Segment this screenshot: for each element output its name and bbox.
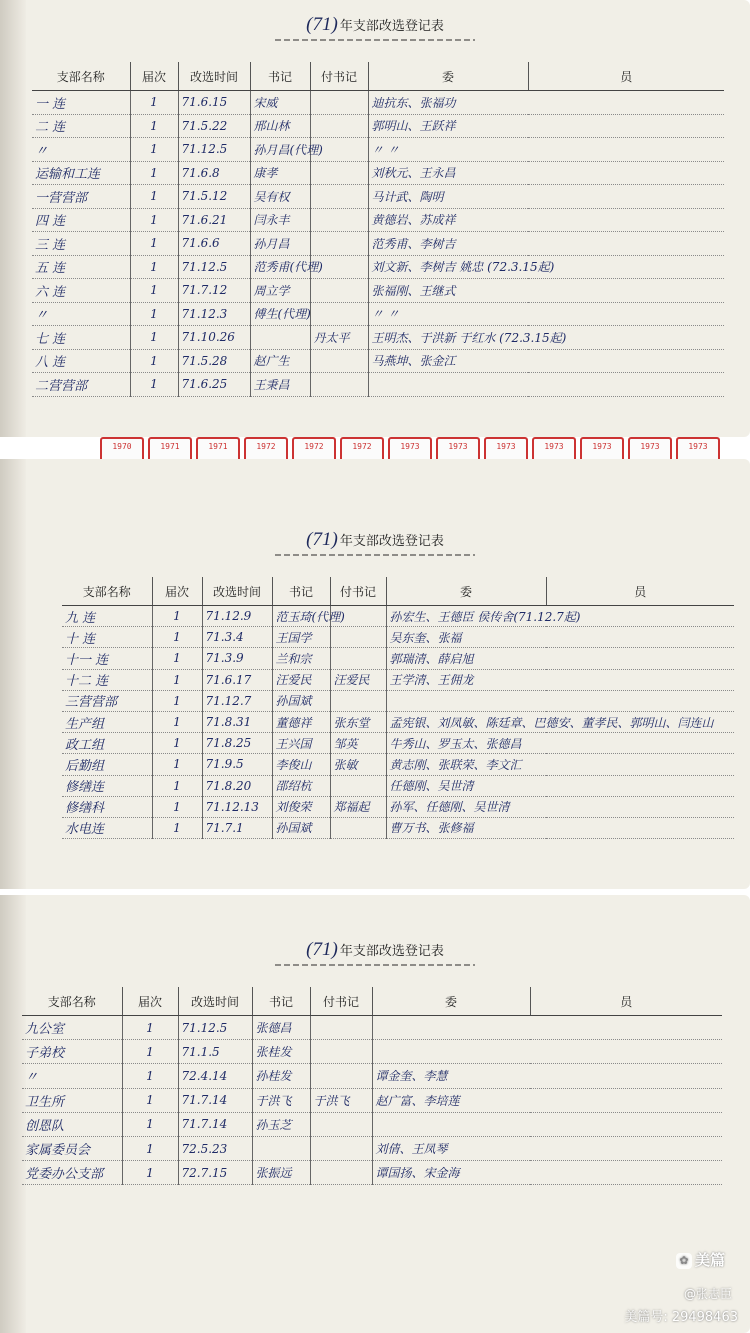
col-election-date: 改选时间 — [178, 987, 252, 1016]
register-photo-1 — [0, 0, 750, 437]
secretary-cell: 邢山林 — [250, 114, 310, 138]
folder-tab: 1972 — [292, 437, 336, 459]
term-cell: 1 — [152, 817, 202, 838]
secretary-cell: 王国学 — [272, 627, 330, 648]
register-photo-3 — [0, 895, 750, 1333]
folder-tab: 1972 — [340, 437, 384, 459]
table-row — [32, 91, 724, 115]
table-row — [62, 606, 734, 627]
election-date-cell: 71.3.4 — [202, 627, 272, 648]
term-cell: 1 — [122, 1040, 178, 1064]
col-secretary: 书记 — [272, 577, 330, 606]
secretary-cell: 汪爱民 — [272, 669, 330, 690]
election-date-cell: 71.5.28 — [178, 349, 250, 373]
secretary-cell: 邵绍杭 — [272, 775, 330, 796]
branch-name-cell: 三 连 — [32, 232, 130, 256]
election-date-cell: 71.7.1 — [202, 817, 272, 838]
col-branch-name: 支部名称 — [32, 62, 130, 91]
committee-members-cell — [368, 373, 724, 397]
secretary-cell: 周立学 — [250, 279, 310, 303]
col-committee-2: 员 — [546, 577, 734, 606]
header-row — [32, 62, 724, 91]
committee-members-cell: 刘秋元、王永昌 — [368, 161, 724, 185]
committee-members-cell: 孙军、任德刚、吴世清 — [386, 796, 734, 817]
branch-name-cell: 五 连 — [32, 255, 130, 279]
term-cell: 1 — [130, 373, 178, 397]
table-row — [32, 185, 724, 209]
branch-name-cell: 〃 — [22, 1064, 122, 1088]
secretary-cell: 宋威 — [250, 91, 310, 115]
committee-members-cell: 黄德岩、苏成祥 — [368, 208, 724, 232]
deputy-secretary-cell — [310, 232, 368, 256]
secretary-cell: 康孝 — [250, 161, 310, 185]
election-date-cell: 72.7.15 — [178, 1161, 252, 1185]
deputy-secretary-cell — [330, 627, 386, 648]
table-row — [32, 349, 724, 373]
committee-members-cell: 孙宏生、王德臣 侯传舍(71.12.7起) — [386, 606, 734, 627]
secretary-cell: 赵广生 — [250, 349, 310, 373]
col-term: 届次 — [130, 62, 178, 91]
col-committee-1: 委 — [368, 62, 528, 91]
term-cell: 1 — [152, 669, 202, 690]
branch-name-cell: 子弟校 — [22, 1040, 122, 1064]
committee-members-cell: 黄志刚、张联荣、李文汇 — [386, 754, 734, 775]
election-date-cell: 71.6.6 — [178, 232, 250, 256]
branch-name-cell: 卫生所 — [22, 1088, 122, 1112]
election-date-cell: 71.12.5 — [178, 1016, 252, 1040]
meipian-logo-icon: ✿ — [676, 1253, 692, 1269]
deputy-secretary-cell — [310, 91, 368, 115]
secretary-cell: 兰和宗 — [272, 648, 330, 669]
deputy-secretary-cell: 张东堂 — [330, 711, 386, 732]
committee-members-cell: 范秀甫、李树吉 — [368, 232, 724, 256]
committee-members-cell: 刘文新、李树吉 姚忠 (72.3.15起) — [368, 255, 724, 279]
election-date-cell: 71.7.14 — [178, 1112, 252, 1136]
branch-name-cell: 创恩队 — [22, 1112, 122, 1136]
register-table — [62, 577, 734, 839]
sheet-title: (71) 年支部改选登记表 — [0, 14, 750, 41]
author-watermark: @张志臣 — [683, 1287, 732, 1301]
committee-members-cell: 刘倩、王凤琴 — [372, 1136, 722, 1160]
deputy-secretary-cell: 邹英 — [330, 733, 386, 754]
branch-name-cell: 〃 — [32, 138, 130, 162]
committee-members-cell — [386, 690, 734, 711]
election-date-cell: 71.12.13 — [202, 796, 272, 817]
folder-tab: 1973 — [436, 437, 480, 459]
committee-members-cell: 王学清、王佣龙 — [386, 669, 734, 690]
election-date-cell: 71.5.22 — [178, 114, 250, 138]
committee-members-cell: 王明杰、于洪新 于红水 (72.3.15起) — [368, 326, 724, 350]
register-photo-2 — [0, 459, 750, 889]
term-cell: 1 — [152, 775, 202, 796]
committee-members-cell: 谭国扬、宋金海 — [372, 1161, 722, 1185]
header-row — [22, 987, 722, 1016]
election-date-cell: 72.4.14 — [178, 1064, 252, 1088]
election-date-cell: 71.6.8 — [178, 161, 250, 185]
committee-members-cell: 曹万书、张修福 — [386, 817, 734, 838]
secretary-cell: 范玉琦(代理) — [272, 606, 330, 627]
branch-name-cell: 一营营部 — [32, 185, 130, 209]
secretary-cell: 范秀甫(代理) — [250, 255, 310, 279]
col-branch-name: 支部名称 — [22, 987, 122, 1016]
table-row — [62, 669, 734, 690]
committee-members-cell: 马燕坤、张金江 — [368, 349, 724, 373]
table-row — [22, 1136, 722, 1160]
term-cell: 1 — [130, 232, 178, 256]
election-date-cell: 71.8.31 — [202, 711, 272, 732]
branch-name-cell: 二营营部 — [32, 373, 130, 397]
term-cell: 1 — [130, 138, 178, 162]
table-row — [62, 627, 734, 648]
folder-tab: 1973 — [532, 437, 576, 459]
deputy-secretary-cell — [310, 1040, 372, 1064]
term-cell: 1 — [152, 690, 202, 711]
election-date-cell: 71.8.25 — [202, 733, 272, 754]
col-committee-1: 委 — [386, 577, 546, 606]
table-row — [32, 302, 724, 326]
col-branch-name: 支部名称 — [62, 577, 152, 606]
secretary-cell: 孙月昌 — [250, 232, 310, 256]
committee-members-cell: 马计武、陶明 — [368, 185, 724, 209]
col-deputy-secretary: 付书记 — [310, 987, 372, 1016]
table-row — [62, 690, 734, 711]
table-row — [22, 1112, 722, 1136]
branch-name-cell: 八 连 — [32, 349, 130, 373]
committee-members-cell — [372, 1112, 722, 1136]
table-row — [62, 796, 734, 817]
committee-members-cell: 谭金奎、李慧 — [372, 1064, 722, 1088]
deputy-secretary-cell — [330, 648, 386, 669]
term-cell: 1 — [122, 1064, 178, 1088]
term-cell: 1 — [122, 1016, 178, 1040]
table-row — [32, 373, 724, 397]
branch-name-cell: 修缮科 — [62, 796, 152, 817]
folder-tab: 1973 — [676, 437, 720, 459]
committee-members-cell: 迪抗东、张福功 — [368, 91, 724, 115]
secretary-cell: 王兴国 — [272, 733, 330, 754]
folder-tab: 1971 — [148, 437, 192, 459]
term-cell: 1 — [122, 1136, 178, 1160]
col-committee-2: 员 — [530, 987, 722, 1016]
election-date-cell: 71.6.15 — [178, 91, 250, 115]
deputy-secretary-cell: 丹太平 — [310, 326, 368, 350]
term-cell: 1 — [152, 711, 202, 732]
col-term: 届次 — [152, 577, 202, 606]
election-date-cell: 71.3.9 — [202, 648, 272, 669]
committee-members-cell: 〃 〃 — [368, 302, 724, 326]
term-cell: 1 — [122, 1088, 178, 1112]
term-cell: 1 — [130, 255, 178, 279]
term-cell: 1 — [130, 326, 178, 350]
secretary-cell: 傅生(代理) — [250, 302, 310, 326]
table-row — [32, 114, 724, 138]
branch-name-cell: 政工组 — [62, 733, 152, 754]
col-election-date: 改选时间 — [202, 577, 272, 606]
secretary-cell: 刘俊荣 — [272, 796, 330, 817]
secretary-cell: 孙月昌(代理) — [250, 138, 310, 162]
committee-members-cell: 郭明山、王跃祥 — [368, 114, 724, 138]
branch-name-cell: 修缮连 — [62, 775, 152, 796]
secretary-cell: 闫永丰 — [250, 208, 310, 232]
folder-tab: 1973 — [388, 437, 432, 459]
deputy-secretary-cell — [310, 279, 368, 303]
table-row — [22, 1161, 722, 1185]
term-cell: 1 — [152, 648, 202, 669]
term-cell: 1 — [130, 279, 178, 303]
deputy-secretary-cell — [330, 817, 386, 838]
col-deputy-secretary: 付书记 — [330, 577, 386, 606]
secretary-cell: 孙国斌 — [272, 817, 330, 838]
branch-name-cell: 九 连 — [62, 606, 152, 627]
term-cell: 1 — [152, 627, 202, 648]
term-cell: 1 — [130, 114, 178, 138]
deputy-secretary-cell — [310, 185, 368, 209]
branch-name-cell: 水电连 — [62, 817, 152, 838]
election-date-cell: 71.9.5 — [202, 754, 272, 775]
deputy-secretary-cell: 张敏 — [330, 754, 386, 775]
election-date-cell: 72.5.23 — [178, 1136, 252, 1160]
secretary-cell: 张德昌 — [252, 1016, 310, 1040]
folder-tab: 1973 — [484, 437, 528, 459]
deputy-secretary-cell — [310, 1161, 372, 1185]
deputy-secretary-cell — [310, 1064, 372, 1088]
committee-members-cell: 赵广富、李培莲 — [372, 1088, 722, 1112]
branch-name-cell: 十一 连 — [62, 648, 152, 669]
term-cell: 1 — [122, 1161, 178, 1185]
committee-members-cell: 〃 〃 — [368, 138, 724, 162]
election-date-cell: 71.7.14 — [178, 1088, 252, 1112]
deputy-secretary-cell — [310, 1112, 372, 1136]
committee-members-cell: 牛秀山、罗玉太、张德昌 — [386, 733, 734, 754]
election-date-cell: 71.6.17 — [202, 669, 272, 690]
secretary-cell: 张桂发 — [252, 1040, 310, 1064]
branch-name-cell: 运输和工连 — [32, 161, 130, 185]
table-row — [22, 1064, 722, 1088]
committee-members-cell — [372, 1016, 722, 1040]
term-cell: 1 — [130, 185, 178, 209]
branch-name-cell: 六 连 — [32, 279, 130, 303]
deputy-secretary-cell — [330, 690, 386, 711]
secretary-cell — [252, 1136, 310, 1160]
election-date-cell: 71.12.9 — [202, 606, 272, 627]
deputy-secretary-cell: 于洪飞 — [310, 1088, 372, 1112]
branch-name-cell: 一 连 — [32, 91, 130, 115]
folder-tab: 1971 — [196, 437, 240, 459]
col-term: 届次 — [122, 987, 178, 1016]
term-cell: 1 — [152, 796, 202, 817]
table-row — [22, 1016, 722, 1040]
secretary-cell: 王秉昌 — [250, 373, 310, 397]
folder-tab: 1970 — [100, 437, 144, 459]
branch-name-cell: 三营营部 — [62, 690, 152, 711]
election-date-cell: 71.12.5 — [178, 138, 250, 162]
secretary-cell: 吴有权 — [250, 185, 310, 209]
folder-tabs — [100, 437, 720, 459]
secretary-cell: 李俊山 — [272, 754, 330, 775]
col-committee-1: 委 — [372, 987, 530, 1016]
table-row — [32, 161, 724, 185]
meipian-logo: ✿ 美篇 — [676, 1249, 725, 1270]
branch-name-cell: 家属委员会 — [22, 1136, 122, 1160]
deputy-secretary-cell — [310, 302, 368, 326]
secretary-cell: 孙桂发 — [252, 1064, 310, 1088]
committee-members-cell: 张福刚、王继式 — [368, 279, 724, 303]
deputy-secretary-cell: 郑福起 — [330, 796, 386, 817]
table-row — [32, 232, 724, 256]
election-date-cell: 71.10.26 — [178, 326, 250, 350]
deputy-secretary-cell — [310, 114, 368, 138]
sheet-title: (71) 年支部改选登记表 — [0, 939, 750, 966]
branch-name-cell: 十二 连 — [62, 669, 152, 690]
branch-name-cell: 七 连 — [32, 326, 130, 350]
secretary-cell — [250, 326, 310, 350]
register-table — [32, 62, 724, 397]
deputy-secretary-cell — [310, 349, 368, 373]
committee-members-cell: 郭瑞清、薛启旭 — [386, 648, 734, 669]
term-cell: 1 — [130, 302, 178, 326]
election-date-cell: 71.6.21 — [178, 208, 250, 232]
term-cell: 1 — [130, 161, 178, 185]
table-row — [32, 138, 724, 162]
branch-name-cell: 四 连 — [32, 208, 130, 232]
table-row — [62, 733, 734, 754]
election-date-cell: 71.12.7 — [202, 690, 272, 711]
table-row — [62, 711, 734, 732]
committee-members-cell: 吴东奎、张福 — [386, 627, 734, 648]
deputy-secretary-cell — [310, 1136, 372, 1160]
table-row — [62, 754, 734, 775]
header-row — [62, 577, 734, 606]
col-deputy-secretary: 付书记 — [310, 62, 368, 91]
term-cell: 1 — [152, 733, 202, 754]
secretary-cell: 张振远 — [252, 1161, 310, 1185]
table-row — [32, 255, 724, 279]
register-table — [22, 987, 722, 1185]
election-date-cell: 71.1.5 — [178, 1040, 252, 1064]
committee-members-cell: 任德刚、吴世清 — [386, 775, 734, 796]
col-election-date: 改选时间 — [178, 62, 250, 91]
deputy-secretary-cell — [310, 1016, 372, 1040]
term-cell: 1 — [130, 349, 178, 373]
branch-name-cell: 后勤组 — [62, 754, 152, 775]
election-date-cell: 71.8.20 — [202, 775, 272, 796]
term-cell: 1 — [130, 208, 178, 232]
secretary-cell: 孙玉芝 — [252, 1112, 310, 1136]
branch-name-cell: 二 连 — [32, 114, 130, 138]
deputy-secretary-cell — [310, 373, 368, 397]
branch-name-cell: 〃 — [32, 302, 130, 326]
table-row — [32, 326, 724, 350]
table-row — [22, 1040, 722, 1064]
folder-tab: 1973 — [628, 437, 672, 459]
term-cell: 1 — [122, 1112, 178, 1136]
term-cell: 1 — [152, 754, 202, 775]
folder-tab: 1972 — [244, 437, 288, 459]
col-committee-2: 员 — [528, 62, 724, 91]
deputy-secretary-cell: 汪爱民 — [330, 669, 386, 690]
branch-name-cell: 生产组 — [62, 711, 152, 732]
folder-tab: 1973 — [580, 437, 624, 459]
deputy-secretary-cell — [310, 208, 368, 232]
term-cell: 1 — [130, 91, 178, 115]
branch-name-cell: 十 连 — [62, 627, 152, 648]
branch-name-cell: 党委办公支部 — [22, 1161, 122, 1185]
deputy-secretary-cell — [330, 775, 386, 796]
branch-name-cell: 九公室 — [22, 1016, 122, 1040]
table-row — [62, 817, 734, 838]
account-watermark: 美篇号: 29498463 — [624, 1310, 738, 1325]
table-row — [62, 775, 734, 796]
secretary-cell: 董德祥 — [272, 711, 330, 732]
sheet-title: (71) 年支部改选登记表 — [0, 529, 750, 556]
col-secretary: 书记 — [250, 62, 310, 91]
election-date-cell: 71.7.12 — [178, 279, 250, 303]
deputy-secretary-cell — [310, 161, 368, 185]
election-date-cell: 71.5.12 — [178, 185, 250, 209]
secretary-cell: 孙国斌 — [272, 690, 330, 711]
table-row — [32, 279, 724, 303]
committee-members-cell — [372, 1040, 722, 1064]
table-row — [62, 648, 734, 669]
table-row — [22, 1088, 722, 1112]
col-secretary: 书记 — [252, 987, 310, 1016]
table-row — [32, 208, 724, 232]
election-date-cell: 71.12.5 — [178, 255, 250, 279]
secretary-cell: 于洪飞 — [252, 1088, 310, 1112]
term-cell: 1 — [152, 606, 202, 627]
election-date-cell: 71.12.3 — [178, 302, 250, 326]
election-date-cell: 71.6.25 — [178, 373, 250, 397]
committee-members-cell: 孟宪银、刘凤敏、陈廷章、巴德安、董孝民、郭明山、闫连山 — [386, 711, 734, 732]
